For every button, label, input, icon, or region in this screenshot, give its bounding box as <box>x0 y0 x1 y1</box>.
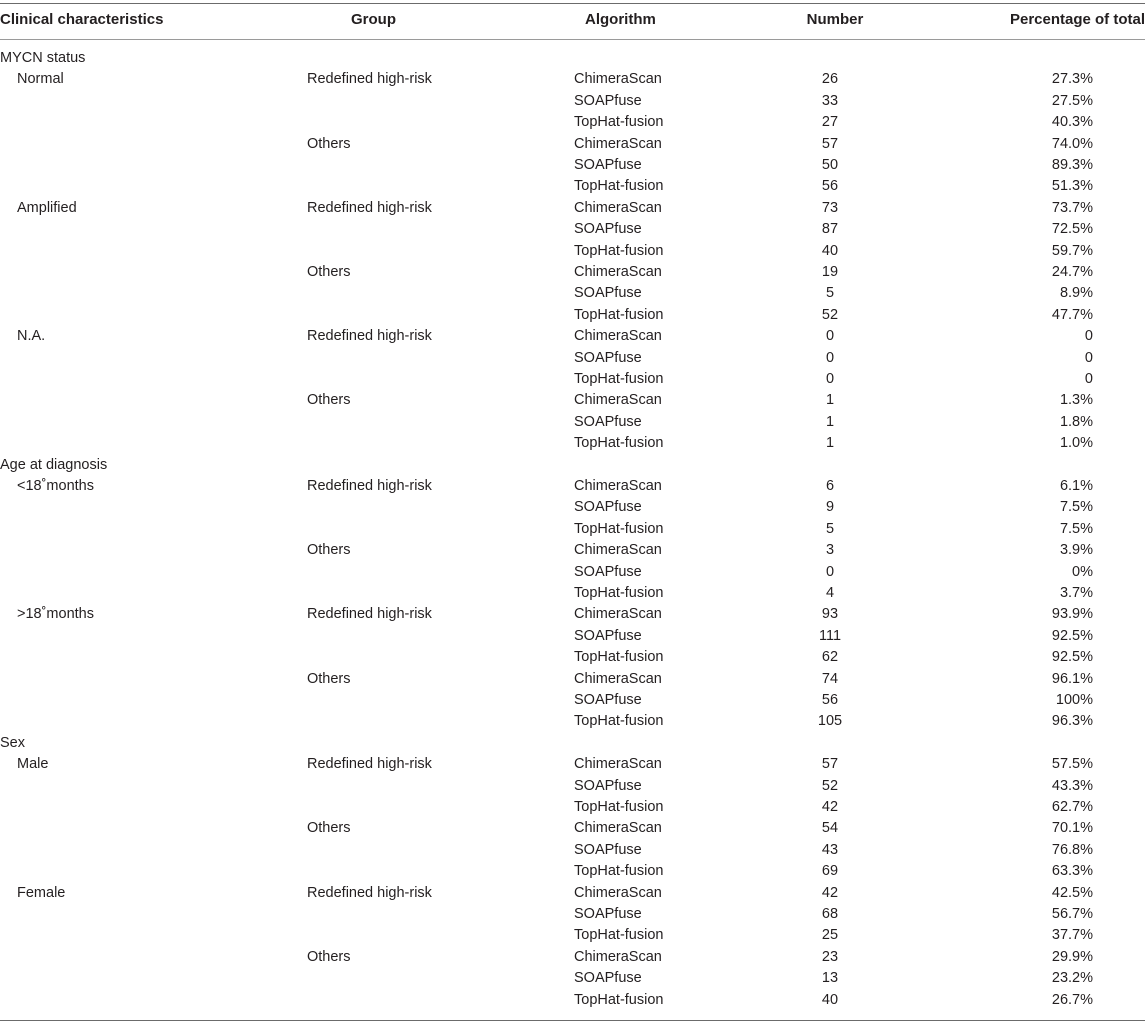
algorithm-cell: SOAPfuse <box>574 777 642 794</box>
percentage-cell: 26.7% <box>1051 991 1093 1008</box>
characteristic-cell: >18˚months <box>17 606 94 623</box>
percentage-cell: 24.7% <box>1051 264 1093 280</box>
number-cell: 62 <box>821 649 839 666</box>
table-row <box>0 412 1145 433</box>
number-cell: 54 <box>821 820 839 837</box>
percentage-cell: 89.3% <box>1051 157 1093 173</box>
group-cell: Redefined high-risk <box>307 71 432 88</box>
table-row <box>0 305 1145 326</box>
table-row <box>0 497 1145 518</box>
number-cell: 50 <box>821 157 839 173</box>
number-cell: 73 <box>821 199 839 216</box>
table-row <box>0 283 1145 304</box>
algorithm-cell: SOAPfuse <box>574 627 642 644</box>
table-row <box>0 155 1145 176</box>
algorithm-cell: ChimeraScan <box>574 948 662 965</box>
percentage-cell: 51.3% <box>1051 178 1093 195</box>
number-cell: 93 <box>821 606 839 623</box>
number-cell: 69 <box>821 863 839 880</box>
algorithm-cell: SOAPfuse <box>574 413 642 430</box>
algorithm-cell: TopHat-fusion <box>574 585 664 601</box>
number-cell: 87 <box>821 221 839 238</box>
group-cell: Others <box>307 820 351 837</box>
table-header-rule <box>0 39 1145 40</box>
table-row <box>0 797 1145 818</box>
number-cell: 57 <box>821 756 839 773</box>
algorithm-cell: ChimeraScan <box>574 328 662 345</box>
number-cell: 3 <box>825 542 835 559</box>
table-row <box>0 904 1145 925</box>
table-row <box>0 840 1145 861</box>
table-top-rule <box>0 3 1145 4</box>
characteristic-cell: Normal <box>17 71 64 88</box>
algorithm-cell: TopHat-fusion <box>574 306 664 323</box>
percentage-cell: 96.3% <box>1051 713 1093 730</box>
characteristic-cell: Female <box>17 884 66 901</box>
number-cell: 105 <box>817 713 843 730</box>
algorithm-cell: TopHat-fusion <box>574 520 664 537</box>
number-cell: 0 <box>825 349 835 366</box>
header-clinical-characteristics: Clinical characteristics <box>0 11 164 28</box>
algorithm-cell: SOAPfuse <box>574 285 642 302</box>
percentage-cell: 70.1% <box>1051 820 1093 837</box>
algorithm-cell: ChimeraScan <box>574 606 662 623</box>
algorithm-cell: TopHat-fusion <box>574 799 664 815</box>
group-cell: Others <box>307 264 351 280</box>
percentage-cell: 43.3% <box>1051 777 1093 794</box>
header-algorithm: Algorithm <box>585 11 656 28</box>
header-group: Group <box>351 11 396 28</box>
table-row <box>0 219 1145 240</box>
number-cell: 23 <box>821 948 839 965</box>
percentage-cell: 3.9% <box>1059 542 1093 559</box>
table-row <box>0 925 1145 946</box>
percentage-cell: 59.7% <box>1051 242 1093 259</box>
percentage-cell: 0 <box>1084 349 1093 366</box>
number-cell: 6 <box>825 478 835 494</box>
algorithm-cell: SOAPfuse <box>574 563 642 580</box>
group-cell: Others <box>307 948 351 965</box>
percentage-cell: 92.5% <box>1051 649 1093 666</box>
algorithm-cell: TopHat-fusion <box>574 991 664 1008</box>
percentage-cell: 56.7% <box>1051 906 1093 922</box>
group-cell: Others <box>307 135 351 152</box>
table-row <box>0 48 1145 69</box>
table-row <box>0 326 1145 347</box>
number-cell: 74 <box>821 670 839 687</box>
number-cell: 52 <box>821 306 839 323</box>
number-cell: 1 <box>825 413 835 430</box>
number-cell: 1 <box>825 435 835 452</box>
characteristic-cell: Male <box>17 756 49 773</box>
algorithm-cell: TopHat-fusion <box>574 178 664 195</box>
table-row <box>0 134 1145 155</box>
percentage-cell: 63.3% <box>1051 863 1093 880</box>
algorithm-cell: ChimeraScan <box>574 264 662 280</box>
table-row <box>0 690 1145 711</box>
number-cell: 33 <box>821 92 839 109</box>
table-row <box>0 69 1145 90</box>
number-cell: 1 <box>825 392 835 409</box>
algorithm-cell: TopHat-fusion <box>574 114 664 131</box>
percentage-cell: 47.7% <box>1051 306 1093 323</box>
algorithm-cell: SOAPfuse <box>574 92 642 109</box>
table-row <box>0 968 1145 989</box>
group-cell: Redefined high-risk <box>307 756 432 773</box>
percentage-cell: 74.0% <box>1051 135 1093 152</box>
table-header-row <box>0 8 1145 32</box>
algorithm-cell: TopHat-fusion <box>574 649 664 666</box>
algorithm-cell: ChimeraScan <box>574 756 662 773</box>
algorithm-cell: SOAPfuse <box>574 970 642 987</box>
table-row <box>0 947 1145 968</box>
algorithm-cell: ChimeraScan <box>574 71 662 88</box>
algorithm-cell: SOAPfuse <box>574 221 642 238</box>
percentage-cell: 73.7% <box>1051 199 1093 216</box>
percentage-cell: 1.3% <box>1059 392 1093 409</box>
algorithm-cell: ChimeraScan <box>574 884 662 901</box>
table-row <box>0 776 1145 797</box>
algorithm-cell: SOAPfuse <box>574 841 642 858</box>
table-row <box>0 540 1145 561</box>
percentage-cell: 27.5% <box>1051 92 1093 109</box>
table-row <box>0 562 1145 583</box>
group-cell: Others <box>307 542 351 559</box>
algorithm-cell: ChimeraScan <box>574 670 662 687</box>
characteristic-cell: Amplified <box>17 199 77 216</box>
number-cell: 43 <box>821 841 839 858</box>
table-row <box>0 176 1145 197</box>
table-row <box>0 583 1145 604</box>
table-row <box>0 112 1145 133</box>
group-cell: Redefined high-risk <box>307 478 432 494</box>
number-cell: 27 <box>821 114 839 131</box>
algorithm-cell: ChimeraScan <box>574 542 662 559</box>
percentage-cell: 27.3% <box>1051 71 1093 88</box>
table-row <box>0 390 1145 411</box>
table-row <box>0 990 1145 1011</box>
section-label: Age at diagnosis <box>0 456 108 473</box>
table-row <box>0 604 1145 625</box>
algorithm-cell: TopHat-fusion <box>574 927 664 944</box>
group-cell: Redefined high-risk <box>307 606 432 623</box>
number-cell: 52 <box>821 777 839 794</box>
number-cell: 40 <box>821 991 839 1008</box>
percentage-cell: 92.5% <box>1051 627 1093 644</box>
algorithm-cell: TopHat-fusion <box>574 713 664 730</box>
group-cell: Redefined high-risk <box>307 884 432 901</box>
percentage-cell: 8.9% <box>1059 285 1093 302</box>
algorithm-cell: SOAPfuse <box>574 157 642 173</box>
table-row <box>0 669 1145 690</box>
number-cell: 0 <box>825 328 835 345</box>
number-cell: 42 <box>821 884 839 901</box>
percentage-cell: 7.5% <box>1059 520 1093 537</box>
percentage-cell: 1.8% <box>1059 413 1093 430</box>
table-row <box>0 476 1145 497</box>
percentage-cell: 93.9% <box>1051 606 1093 623</box>
percentage-cell: 40.3% <box>1051 114 1093 131</box>
percentage-cell: 23.2% <box>1051 970 1093 987</box>
table-row <box>0 198 1145 219</box>
section-label: MYCN status <box>0 50 86 66</box>
table-row <box>0 369 1145 390</box>
group-cell: Others <box>307 670 351 687</box>
algorithm-cell: SOAPfuse <box>574 499 642 516</box>
number-cell: 19 <box>821 264 839 280</box>
percentage-cell: 57.5% <box>1051 756 1093 773</box>
percentage-cell: 29.9% <box>1051 948 1093 965</box>
number-cell: 25 <box>821 927 839 944</box>
algorithm-cell: ChimeraScan <box>574 135 662 152</box>
number-cell: 13 <box>821 970 839 987</box>
table-row <box>0 711 1145 732</box>
group-cell: Others <box>307 392 351 409</box>
percentage-cell: 37.7% <box>1051 927 1093 944</box>
header-percentage: Percentage of total <box>1009 11 1145 28</box>
number-cell: 56 <box>821 178 839 195</box>
percentage-cell: 3.7% <box>1059 585 1093 601</box>
percentage-cell: 7.5% <box>1059 499 1093 516</box>
number-cell: 0 <box>825 563 835 580</box>
number-cell: 5 <box>825 285 835 302</box>
table-row <box>0 262 1145 283</box>
algorithm-cell: ChimeraScan <box>574 199 662 216</box>
algorithm-cell: TopHat-fusion <box>574 863 664 880</box>
algorithm-cell: TopHat-fusion <box>574 371 664 387</box>
number-cell: 5 <box>825 520 835 537</box>
table-row <box>0 861 1145 882</box>
percentage-cell: 0% <box>1072 563 1093 580</box>
percentage-cell: 0 <box>1084 328 1093 345</box>
table-bottom-rule <box>0 1020 1145 1021</box>
table-row <box>0 455 1145 476</box>
number-cell: 40 <box>821 242 839 259</box>
algorithm-cell: SOAPfuse <box>574 906 642 922</box>
number-cell: 4 <box>825 585 835 601</box>
percentage-cell: 6.1% <box>1059 478 1093 494</box>
percentage-cell: 0 <box>1084 371 1093 387</box>
algorithm-cell: SOAPfuse <box>574 692 642 708</box>
table-row <box>0 818 1145 839</box>
algorithm-cell: ChimeraScan <box>574 392 662 409</box>
algorithm-cell: ChimeraScan <box>574 478 662 494</box>
number-cell: 26 <box>821 71 839 88</box>
table-row <box>0 519 1145 540</box>
table-row <box>0 883 1145 904</box>
percentage-cell: 96.1% <box>1051 670 1093 687</box>
number-cell: 111 <box>818 627 842 644</box>
table-row <box>0 626 1145 647</box>
group-cell: Redefined high-risk <box>307 328 432 345</box>
percentage-cell: 72.5% <box>1051 221 1093 238</box>
number-cell: 56 <box>821 692 839 708</box>
number-cell: 57 <box>821 135 839 152</box>
number-cell: 0 <box>825 371 835 387</box>
table-row <box>0 433 1145 454</box>
table-row <box>0 348 1145 369</box>
table-row <box>0 91 1145 112</box>
table-row <box>0 647 1145 668</box>
number-cell: 68 <box>821 906 839 922</box>
algorithm-cell: SOAPfuse <box>574 349 642 366</box>
table-row <box>0 241 1145 262</box>
percentage-cell: 1.0% <box>1059 435 1093 452</box>
number-cell: 42 <box>821 799 839 815</box>
percentage-cell: 100% <box>1055 692 1093 708</box>
algorithm-cell: ChimeraScan <box>574 820 662 837</box>
percentage-cell: 62.7% <box>1051 799 1093 815</box>
table-row <box>0 754 1145 775</box>
percentage-cell: 76.8% <box>1051 841 1093 858</box>
section-label: Sex <box>0 734 25 751</box>
group-cell: Redefined high-risk <box>307 199 432 216</box>
number-cell: 9 <box>825 499 835 516</box>
percentage-cell: 42.5% <box>1051 884 1093 901</box>
characteristic-cell: <18˚months <box>17 478 94 494</box>
header-number: Number <box>806 11 864 28</box>
algorithm-cell: TopHat-fusion <box>574 242 664 259</box>
algorithm-cell: TopHat-fusion <box>574 435 664 452</box>
table-row <box>0 733 1145 754</box>
characteristic-cell: N.A. <box>17 328 46 345</box>
